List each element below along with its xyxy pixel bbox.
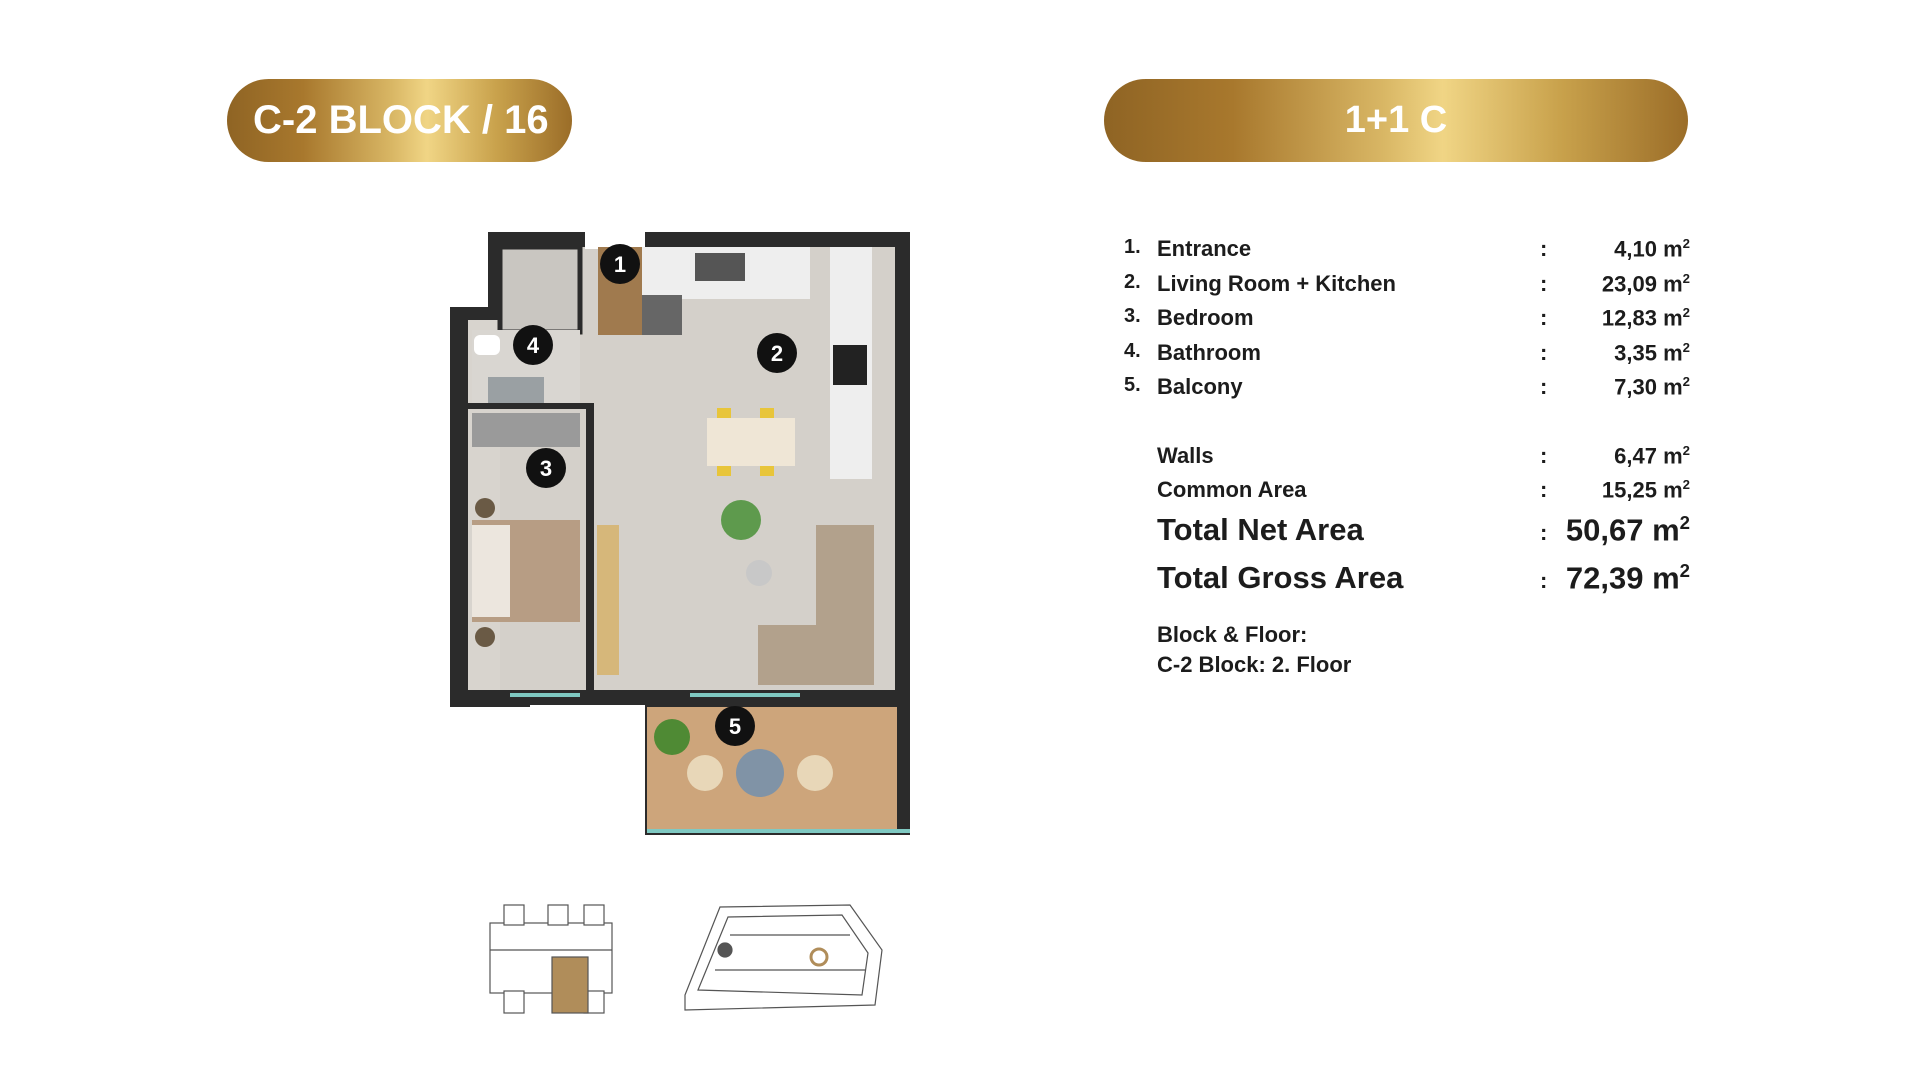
area-specifications (1120, 236, 1690, 608)
area-value: 23,09 $m^2$ (1601, 270, 1690, 296)
location-marker (811, 949, 827, 965)
room-row-entrance: 1. Entrance : 4,10 $m^2$ (1124, 236, 1690, 262)
plan-chair (717, 466, 731, 476)
block-floor-heading: Block & Floor: (1157, 622, 1308, 647)
unit-highlight (552, 957, 588, 1013)
plan-nightstand (475, 627, 495, 647)
spacer (1120, 409, 1690, 443)
plan-partition-bath (468, 403, 594, 409)
unit-type-badge (1104, 79, 1688, 162)
plan-bed-pillows (472, 525, 510, 617)
plan-plant (654, 719, 690, 755)
plan-kitchen-sink (695, 253, 745, 281)
plan-partition (586, 405, 594, 695)
block-title: C-2 BLOCK / 16 (253, 98, 549, 142)
key-plans (470, 895, 890, 1025)
svg-text:2: 2 (770, 341, 784, 366)
plan-chair (760, 466, 774, 476)
unit-type-title: 1+1 C (1344, 99, 1448, 141)
room-row-bathroom: 4. Bathroom : 3,35 $m^2$ (1124, 339, 1690, 365)
plan-sofa-chaise (758, 625, 874, 685)
room-row-living: 2. Living Room + Kitchen : 23,09 $m^2$ (1124, 270, 1690, 296)
room-row-bedroom: 3. Bedroom : 12,83 $m^2$ (1124, 305, 1690, 331)
plan-chair (717, 408, 731, 418)
plan-wardrobe (472, 413, 580, 447)
plan-balcony-chair (797, 755, 833, 791)
plan-armchair (721, 500, 761, 540)
extra-row-common-area: Common Area : 15,25 $m^2$ (1157, 477, 1690, 503)
plan-oven (642, 295, 682, 335)
area-value: 72,39 $m^2$ (1565, 559, 1690, 595)
plan-balcony-table (736, 749, 784, 797)
site-key-plan (685, 905, 882, 1010)
area-value: 15,25 $m^2$ (1601, 477, 1690, 503)
room-marker-2 (757, 333, 797, 373)
area-value: 7,30 $m^2$ (1614, 374, 1690, 400)
plan-window (510, 693, 580, 697)
floor-plan (450, 225, 910, 835)
svg-text:3: 3 (539, 456, 553, 481)
extra-row-walls: Walls : 6,47 $m^2$ (1157, 442, 1690, 468)
room-row-balcony: 5. Balcony : 7,30 $m^2$ (1124, 374, 1690, 400)
plan-shower (500, 247, 580, 332)
plan-balcony-glass (647, 829, 910, 833)
svg-text:1: 1 (613, 252, 627, 277)
area-value: 3,35 $m^2$ (1614, 339, 1690, 365)
room-marker-4 (513, 325, 553, 365)
plan-balcony-chair (687, 755, 723, 791)
block-title-badge (227, 79, 572, 162)
total-row-net: Total Net Area : 50,67 $m^2$ (1157, 511, 1690, 547)
room-marker-3 (526, 448, 566, 488)
total-row-gross: Total Gross Area : 72,39 $m^2$ (1157, 559, 1690, 595)
plan-dining-table (707, 418, 795, 466)
area-value: 6,47 $m^2$ (1614, 442, 1690, 468)
plan-coffee-table (746, 560, 772, 586)
svg-text:4: 4 (526, 333, 540, 358)
plan-sink (488, 377, 544, 405)
plan-toilet (474, 335, 500, 355)
room-marker-1 (600, 244, 640, 284)
plan-chair (760, 408, 774, 418)
area-value: 4,10 $m^2$ (1614, 236, 1690, 262)
plan-nightstand (475, 498, 495, 518)
floor-key-plan (490, 905, 612, 1013)
plan-cooktop (833, 345, 867, 385)
plan-window (690, 693, 800, 697)
room-marker-5 (715, 706, 755, 746)
area-value: 12,83 $m^2$ (1601, 305, 1690, 331)
block-floor-info (1157, 620, 1351, 680)
plan-tv-unit (597, 525, 619, 675)
svg-text:5: 5 (728, 714, 742, 739)
block-floor-value: C-2 Block: 2. Floor (1157, 652, 1352, 677)
area-value: 50,67 $m^2$ (1565, 511, 1690, 547)
